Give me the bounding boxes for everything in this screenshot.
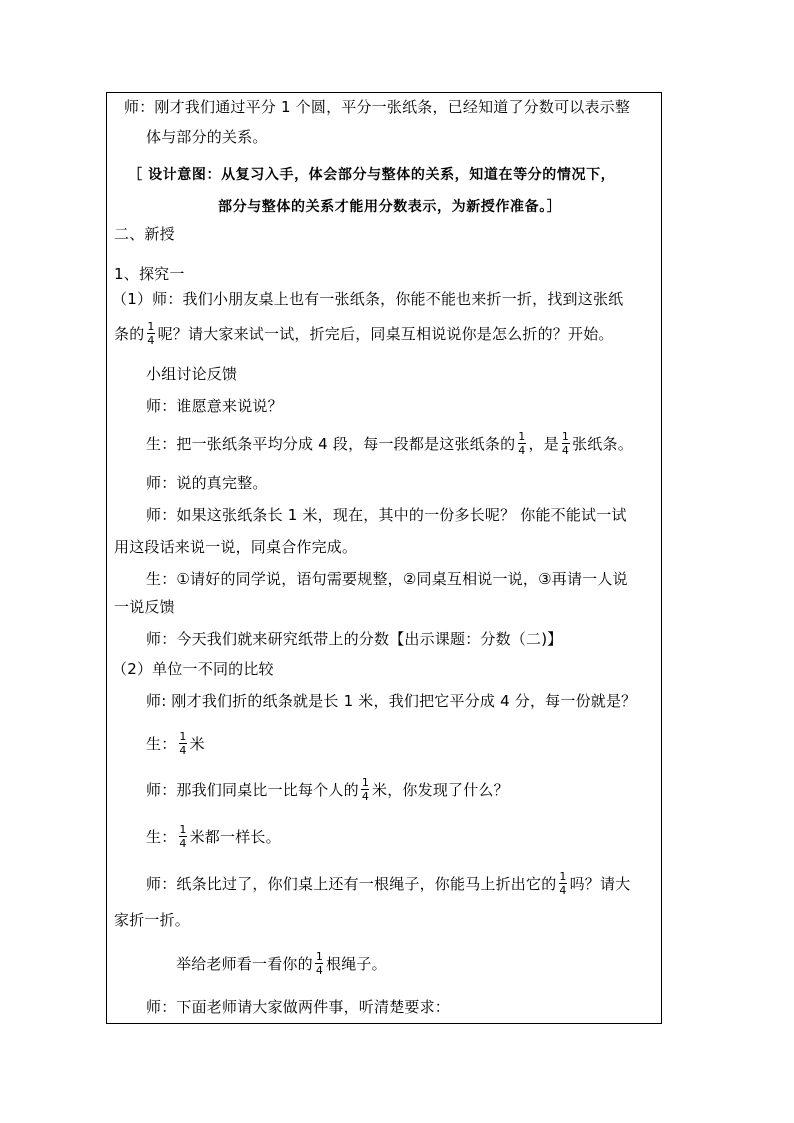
- text-line-22: 生： $\frac{1}{4}$ 米都一样长。: [146, 823, 281, 850]
- fraction-one-quarter: $\frac{1}{4}$: [315, 950, 324, 977]
- text-line-14: 用这段话来说一说，同桌合作完成。: [114, 538, 358, 556]
- text-line-9: 小组讨论反馈: [146, 365, 238, 383]
- text-line-25: 举给老师看一看你的 $\frac{1}{4}$ 根绳子。: [176, 950, 387, 977]
- subsection-heading-unit-compare: （2）单位一不同的比较: [112, 660, 274, 678]
- text-line-7: （1）师：我们小朋友桌上也有一张纸条，你能不能也来折一折，找到这张纸: [112, 290, 624, 308]
- fraction-one-quarter: $\frac{1}{4}$: [179, 823, 187, 850]
- fraction-one-quarter: $\frac{1}{4}$: [559, 870, 567, 897]
- fraction-one-quarter: $\frac{1}{4}$: [561, 430, 570, 457]
- text-line-12: 师：说的真完整。: [146, 474, 268, 492]
- text-line-13: 师：如果这张纸条长 1 米，现在，其中的一份多长呢？ 你能不能试一试: [146, 506, 627, 524]
- text-line-11: 生：把一张纸条平均分成 4 段，每一段都是这张纸条的 $\frac{1}{4}$ ，是 $\frac{1}{4}$ 张纸条。: [146, 430, 633, 457]
- text-line-24: 家折一折。: [114, 911, 191, 929]
- text-line-17: 师：今天我们就来研究纸带上的分数【出示课题：分数（二)】: [146, 630, 563, 648]
- text-line-23: 师：纸条比过了，你们桌上还有一根绳子，你能马上折出它的 $\frac{1}{4}$ 吗？请大: [146, 870, 631, 897]
- design-intent-line-2: 部分与整体的关系才能用分数表示，为新授作准备。］: [218, 199, 562, 215]
- fraction-one-quarter: $\frac{1}{4}$: [518, 430, 526, 457]
- text-line-1: 师：刚才我们通过平分 1 个圆，平分一张纸条，已经知道了分数可以表示整: [124, 98, 631, 116]
- text-line-15: 生：①请好的同学说，语句需要规整，②同桌互相说一说，③再请一人说: [146, 570, 628, 588]
- text-line-8: 条的 $\frac{1}{4}$ 呢？请大家来试一试，折完后，同桌互相说说你是怎么折的？开始。: [114, 320, 614, 347]
- subsection-heading-explore-1: 1、探究一: [114, 265, 185, 283]
- text-line-2: 体与部分的关系。: [146, 128, 268, 146]
- fraction-one-quarter: $\frac{1}{4}$: [179, 730, 187, 757]
- text-line-20: 生： $\frac{1}{4}$ 米: [146, 730, 205, 757]
- text-line-21: 师：那我们同桌比一比每个人的 $\frac{1}{4}$ 米，你发现了什么？: [146, 776, 509, 803]
- text-line-10: 师：谁愿意来说说？: [146, 397, 283, 415]
- section-heading-new-lesson: 二、新授: [114, 225, 175, 243]
- text-line-16: 一说反馈: [114, 598, 175, 616]
- fraction-one-quarter: $\frac{1}{4}$: [147, 320, 155, 347]
- fraction-one-quarter: $\frac{1}{4}$: [361, 776, 370, 803]
- design-intent-line-1: ［ 设计意图：从复习入手，体会部分与整体的关系，知道在等分的情况下，: [128, 167, 616, 183]
- text-line-19: 师: 刚才我们折的纸条就是长 1 米，我们把它平分成 4 分，每一份就是？: [146, 692, 637, 710]
- text-line-26: 师：下面老师请大家做两件事，听清楚要求：: [146, 998, 451, 1016]
